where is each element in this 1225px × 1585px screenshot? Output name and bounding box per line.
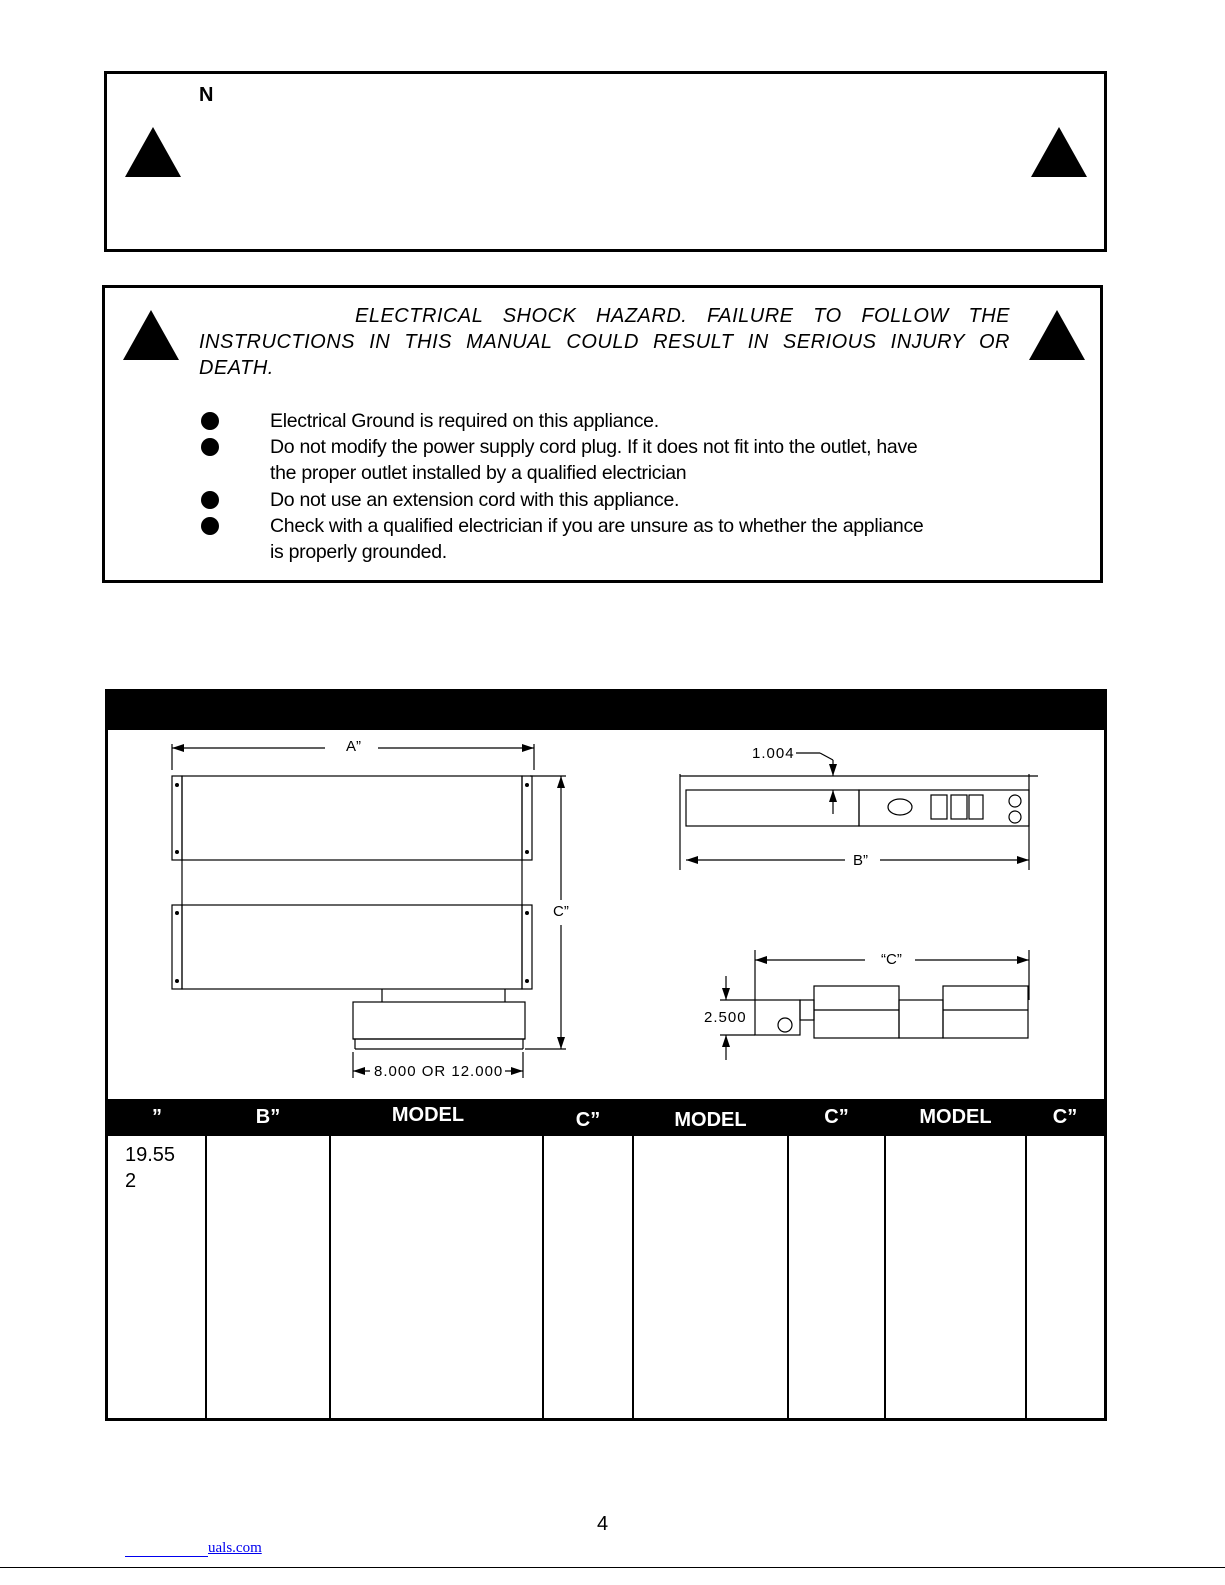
table-divider <box>205 1136 207 1418</box>
table-header: C” <box>575 1109 601 1131</box>
bullet-text: Do not use an extension cord with this appliance. <box>270 489 680 511</box>
page-number: 4 <box>597 1513 609 1535</box>
notice-label: N <box>199 84 214 106</box>
warning-line-3: DEATH. <box>199 357 274 379</box>
table-divider <box>542 1136 544 1418</box>
table-header: MODEL <box>391 1104 465 1126</box>
table-header: B” <box>255 1106 281 1128</box>
table-header: ” <box>152 1106 162 1128</box>
warning-line-2: INSTRUCTIONS IN THIS MANUAL COULD RESULT IN SERIOUS INJURY OR <box>199 331 1010 353</box>
bullet-text-continued: is properly grounded. <box>270 541 447 563</box>
warning-triangle-icon-right <box>1029 310 1085 360</box>
spec-box <box>105 689 1107 1421</box>
dim-b-label: B” <box>853 852 868 869</box>
dim-bottom-label: 8.000 OR 12.000 <box>374 1063 504 1080</box>
warning-line-1: ELECTRICAL SHOCK HAZARD. FAILURE TO FOLLOW THE <box>355 305 1010 327</box>
warning-triangle-icon-left <box>123 310 179 360</box>
bullet-dot <box>201 438 219 456</box>
bullet-dot <box>201 491 219 509</box>
bullet-text: Do not modify the power supply cord plug. If it does not fit into the outlet, have <box>270 436 918 458</box>
dim-a-label: A” <box>346 738 361 755</box>
footer-link[interactable]: uals.com <box>208 1540 262 1556</box>
bullet-text: Check with a qualified electrician if you are unsure as to whether the appliance <box>270 515 924 537</box>
dim-height-label: 2.500 <box>704 1009 747 1026</box>
warning-triangle-icon-left <box>125 127 181 177</box>
table-header: MODEL <box>919 1106 992 1128</box>
table-divider <box>329 1136 331 1418</box>
footer-bottom-rule <box>0 1567 1225 1568</box>
table-header: C” <box>1052 1106 1078 1128</box>
dim-top-right-label: 1.004 <box>752 745 795 762</box>
bullet-dot <box>201 412 219 430</box>
spec-header-band <box>108 692 1104 730</box>
table-header: MODEL <box>674 1109 747 1131</box>
table-divider <box>787 1136 789 1418</box>
table-cell: 19.55 <box>125 1144 176 1166</box>
notice-box <box>104 71 1107 252</box>
warning-triangle-icon-right <box>1031 127 1087 177</box>
table-divider <box>884 1136 886 1418</box>
bullet-text: Electrical Ground is required on this appliance. <box>270 410 659 432</box>
footer-link-underline <box>125 1556 208 1557</box>
dim-c-left-label: C” <box>553 903 569 920</box>
table-header: C” <box>824 1106 849 1128</box>
table-cell: 2 <box>125 1170 137 1192</box>
table-divider <box>1025 1136 1027 1418</box>
bullet-dot <box>201 517 219 535</box>
bullet-text-continued: the proper outlet installed by a qualified electrician <box>270 462 687 484</box>
warning-box <box>102 285 1103 583</box>
dim-c-quoted-label: “C” <box>881 951 902 968</box>
table-divider <box>632 1136 634 1418</box>
